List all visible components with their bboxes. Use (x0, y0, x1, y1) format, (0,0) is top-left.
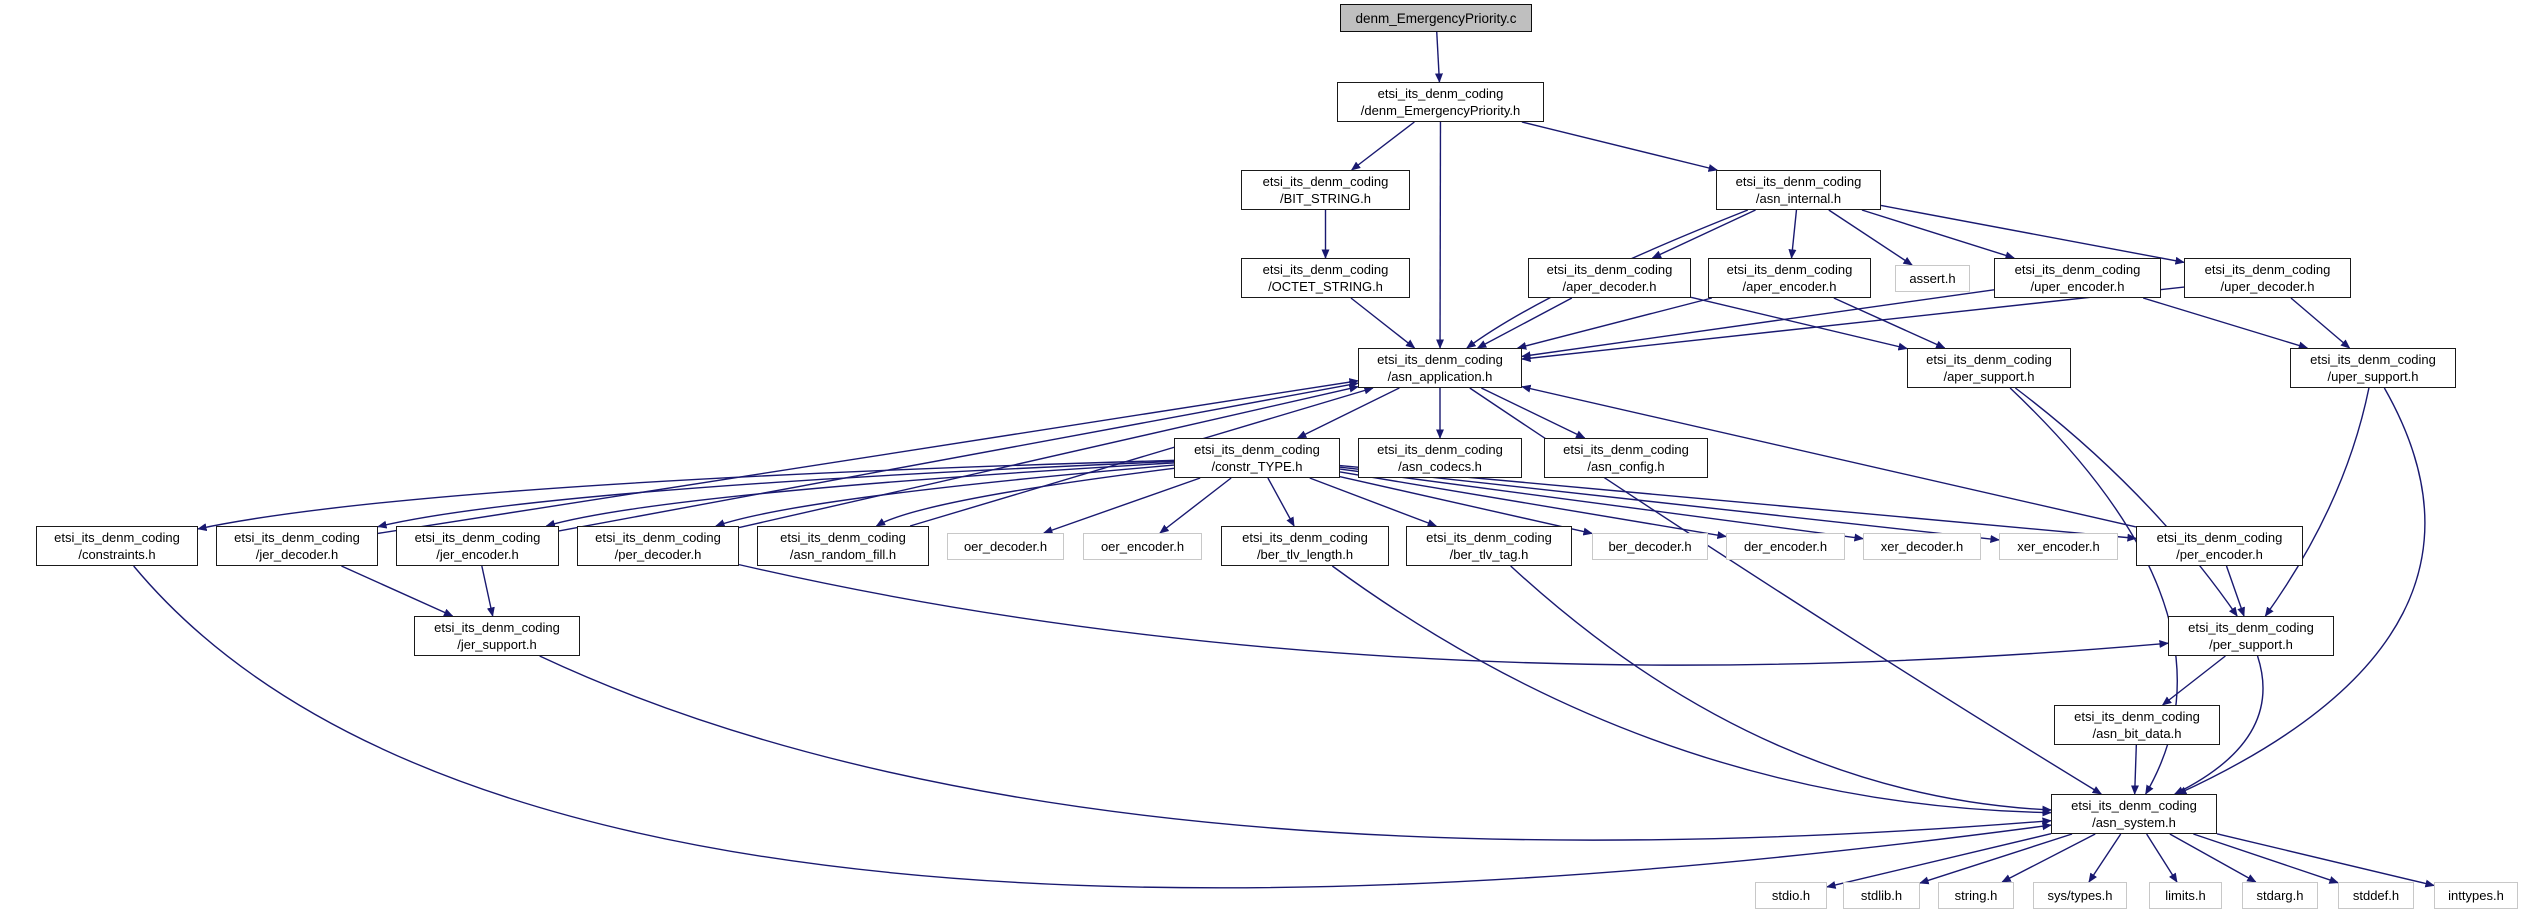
edge-aper_decoder-to-aper_support (1691, 297, 1907, 348)
node-asn_system[interactable] (2051, 794, 2217, 834)
node-label: /constr_TYPE.h (1211, 459, 1303, 474)
edge-octet_string-to-asn_application (1351, 298, 1415, 348)
node-asn_application[interactable] (1358, 348, 1522, 388)
node-uper_decoder[interactable] (2184, 258, 2351, 298)
node-xer_decoder[interactable] (1863, 533, 1981, 560)
node-label: oer_decoder.h (963, 539, 1048, 554)
node-label: ber_decoder.h (1608, 539, 1692, 554)
edge-uper_decoder-to-uper_support (2291, 298, 2350, 348)
node-label: etsi_its_denm_coding (1546, 262, 1673, 277)
node-label: /per_support.h (2209, 637, 2293, 652)
edge-uper_encoder-to-asn_application (1522, 290, 1994, 357)
node-label: etsi_its_denm_coding (1262, 174, 1389, 189)
node-per_encoder[interactable] (2136, 526, 2303, 566)
node-label: /aper_support.h (1943, 369, 2035, 384)
node-label: etsi_its_denm_coding (1377, 442, 1503, 457)
node-stdlib[interactable] (1843, 882, 1920, 909)
node-label: /jer_encoder.h (436, 547, 519, 562)
node-der_encoder[interactable] (1726, 533, 1845, 560)
node-ber_tlv_tag[interactable] (1406, 526, 1572, 566)
node-label: etsi_its_denm_coding (1426, 530, 1552, 545)
node-label: denm_EmergencyPriority.c (1355, 10, 1517, 26)
node-label: xer_decoder.h (1880, 539, 1964, 554)
node-limits[interactable] (2149, 882, 2222, 909)
node-label: /asn_random_fill.h (789, 547, 897, 562)
node-inttypes[interactable] (2434, 882, 2518, 909)
node-per_support[interactable] (2168, 616, 2334, 656)
node-label: etsi_its_denm_coding (1242, 530, 1368, 545)
node-label: etsi_its_denm_coding (2156, 530, 2283, 545)
node-octet_string[interactable] (1241, 258, 1410, 298)
node-assert[interactable] (1895, 265, 1970, 292)
edge-denm_h-to-bit_string (1352, 122, 1415, 170)
node-label: etsi_its_denm_coding (2014, 262, 2141, 277)
node-xer_encoder[interactable] (1999, 533, 2118, 560)
node-label: stdlib.h (1860, 888, 1903, 903)
node-label: etsi_its_denm_coding (1926, 352, 2052, 367)
edge-denm_h-to-asn_internal (1522, 122, 1717, 170)
node-label: etsi_its_denm_coding (1262, 262, 1389, 277)
node-label: etsi_its_denm_coding (1377, 352, 1503, 367)
edge-ber_tlv_tag-to-asn_system (1511, 566, 2051, 810)
node-uper_support[interactable] (2290, 348, 2456, 388)
node-label: /jer_decoder.h (255, 547, 339, 562)
node-sys_types[interactable] (2033, 882, 2127, 909)
node-label: /asn_bit_data.h (2092, 726, 2182, 741)
edge-per_support-to-asn_bit_data (2163, 656, 2226, 705)
node-label: /asn_config.h (1587, 459, 1665, 474)
node-label: etsi_its_denm_coding (234, 530, 360, 545)
node-label: etsi_its_denm_coding (2188, 620, 2314, 635)
node-label: etsi_its_denm_coding (1563, 442, 1689, 457)
node-ber_tlv_length[interactable] (1221, 526, 1389, 566)
node-asn_codecs[interactable] (1358, 438, 1522, 478)
node-label: /OCTET_STRING.h (1268, 279, 1383, 294)
node-string[interactable] (1938, 882, 2014, 909)
edge-asn_internal-to-aper_decoder (1652, 210, 1755, 258)
node-label: /constraints.h (78, 547, 156, 562)
node-label: /ber_tlv_tag.h (1449, 547, 1529, 562)
node-label: /aper_decoder.h (1562, 279, 1657, 294)
node-stdio[interactable] (1755, 882, 1827, 909)
node-aper_support[interactable] (1907, 348, 2071, 388)
edge-constr_type-to-asn_random_fill (876, 468, 1174, 526)
node-label: etsi_its_denm_coding (2074, 709, 2200, 724)
node-ber_decoder[interactable] (1592, 533, 1708, 560)
node-label: /asn_application.h (1387, 369, 1493, 384)
node-asn_internal[interactable] (1716, 170, 1881, 210)
node-asn_config[interactable] (1544, 438, 1708, 478)
edge-jer_decoder-to-jer_support (341, 566, 452, 616)
edge-asn_internal-to-uper_decoder (1881, 205, 2184, 262)
node-label: /asn_codecs.h (1398, 459, 1482, 474)
node-label: inttypes.h (2448, 888, 2504, 903)
node-label: etsi_its_denm_coding (434, 620, 560, 635)
node-label: xer_encoder.h (2017, 539, 2100, 554)
node-aper_decoder[interactable] (1528, 258, 1691, 298)
edge-c-to-denm_h (1437, 32, 1440, 82)
node-label: /per_decoder.h (614, 547, 702, 562)
edge-aper_decoder-to-asn_application (1478, 298, 1572, 348)
node-jer_support[interactable] (414, 616, 580, 656)
node-label: stdarg.h (2256, 888, 2304, 903)
edge-asn_internal-to-assert (1829, 210, 1912, 265)
edge-asn_system-to-sys_types (2089, 834, 2121, 882)
edge-aper_encoder-to-asn_application (1518, 298, 1712, 348)
node-label: etsi_its_denm_coding (780, 530, 906, 545)
node-label: /uper_decoder.h (2220, 279, 2315, 294)
node-bit_string[interactable] (1241, 170, 1410, 210)
edge-per_encoder-to-per_support (2227, 566, 2245, 616)
node-label: etsi_its_denm_coding (2204, 262, 2331, 277)
node-label: /per_encoder.h (2176, 547, 2263, 562)
edge-asn_system-to-stddef (2193, 834, 2338, 883)
edge-uper_support-to-per_support (2265, 388, 2369, 616)
node-uper_encoder[interactable] (1994, 258, 2161, 298)
node-label: assert.h (1909, 271, 1956, 286)
node-label: etsi_its_denm_coding (1735, 174, 1862, 189)
node-asn_bit_data[interactable] (2054, 705, 2220, 745)
edge-jer_encoder-to-jer_support (482, 566, 493, 616)
node-oer_decoder[interactable] (947, 533, 1064, 560)
node-label: etsi_its_denm_coding (1194, 442, 1320, 457)
node-label: etsi_its_denm_coding (54, 530, 180, 545)
edge-jer_support-to-asn_system (540, 656, 2051, 840)
node-label: etsi_its_denm_coding (414, 530, 541, 545)
node-label: /uper_support.h (2327, 369, 2419, 384)
node-label: string.h (1954, 888, 1998, 903)
node-label: sys/types.h (2047, 888, 2113, 903)
node-label: etsi_its_denm_coding (595, 530, 721, 545)
node-per_decoder[interactable] (577, 526, 739, 566)
node-denm_h[interactable] (1337, 82, 1544, 122)
node-jer_decoder[interactable] (216, 526, 378, 566)
edge-asn_system-to-stdio (1827, 834, 2051, 887)
edge-constr_type-to-ber_tlv_length (1268, 478, 1294, 526)
node-label: stddef.h (2352, 888, 2400, 903)
node-label: etsi_its_denm_coding (1377, 86, 1504, 101)
node-stddef[interactable] (2338, 882, 2414, 909)
node-label: /BIT_STRING.h (1279, 191, 1372, 206)
edge-constr_type-to-oer_decoder (1044, 478, 1200, 533)
edge-constr_type-to-oer_encoder (1160, 478, 1231, 533)
edge-per_decoder-to-per_support (739, 565, 2168, 665)
node-aper_encoder[interactable] (1708, 258, 1871, 298)
node-label: /aper_encoder.h (1742, 279, 1837, 294)
edge-asn_system-to-stdlib (1920, 834, 2072, 883)
node-label: der_encoder.h (1743, 539, 1828, 554)
edge-asn_internal-to-uper_encoder (1862, 210, 2014, 258)
edge-asn_bit_data-to-asn_system (2135, 745, 2137, 794)
node-oer_encoder[interactable] (1083, 533, 1202, 560)
node-label: stdio.h (1771, 888, 1811, 903)
node-label: etsi_its_denm_coding (2310, 352, 2436, 367)
edge-aper_support-to-per_support (2015, 388, 2237, 616)
node-label: /asn_internal.h (1755, 191, 1842, 206)
node-label: etsi_its_denm_coding (2071, 798, 2197, 813)
node-label: /uper_encoder.h (2030, 279, 2125, 294)
node-c[interactable] (1340, 4, 1532, 32)
edge-constraints-to-asn_system (134, 566, 2051, 888)
node-label: /asn_system.h (2092, 815, 2176, 830)
edge-ber_tlv_length-to-asn_system (1332, 566, 2051, 813)
edge-asn_internal-to-aper_encoder (1792, 210, 1797, 258)
node-asn_random_fill[interactable] (757, 526, 929, 566)
node-label: /ber_tlv_length.h (1256, 547, 1354, 562)
node-stdarg[interactable] (2242, 882, 2318, 909)
edge-constr_type-to-constraints (198, 460, 1174, 529)
node-label: etsi_its_denm_coding (1726, 262, 1853, 277)
node-constraints[interactable] (36, 526, 198, 566)
node-label: /jer_support.h (457, 637, 537, 652)
edge-asn_system-to-limits (2147, 834, 2177, 882)
node-constr_type[interactable] (1174, 438, 1340, 478)
edge-uper_encoder-to-uper_support (2143, 298, 2307, 348)
node-label: limits.h (2165, 888, 2206, 903)
node-label: oer_encoder.h (1100, 539, 1185, 554)
node-label: /denm_EmergencyPriority.h (1360, 103, 1521, 118)
node-jer_encoder[interactable] (396, 526, 559, 566)
